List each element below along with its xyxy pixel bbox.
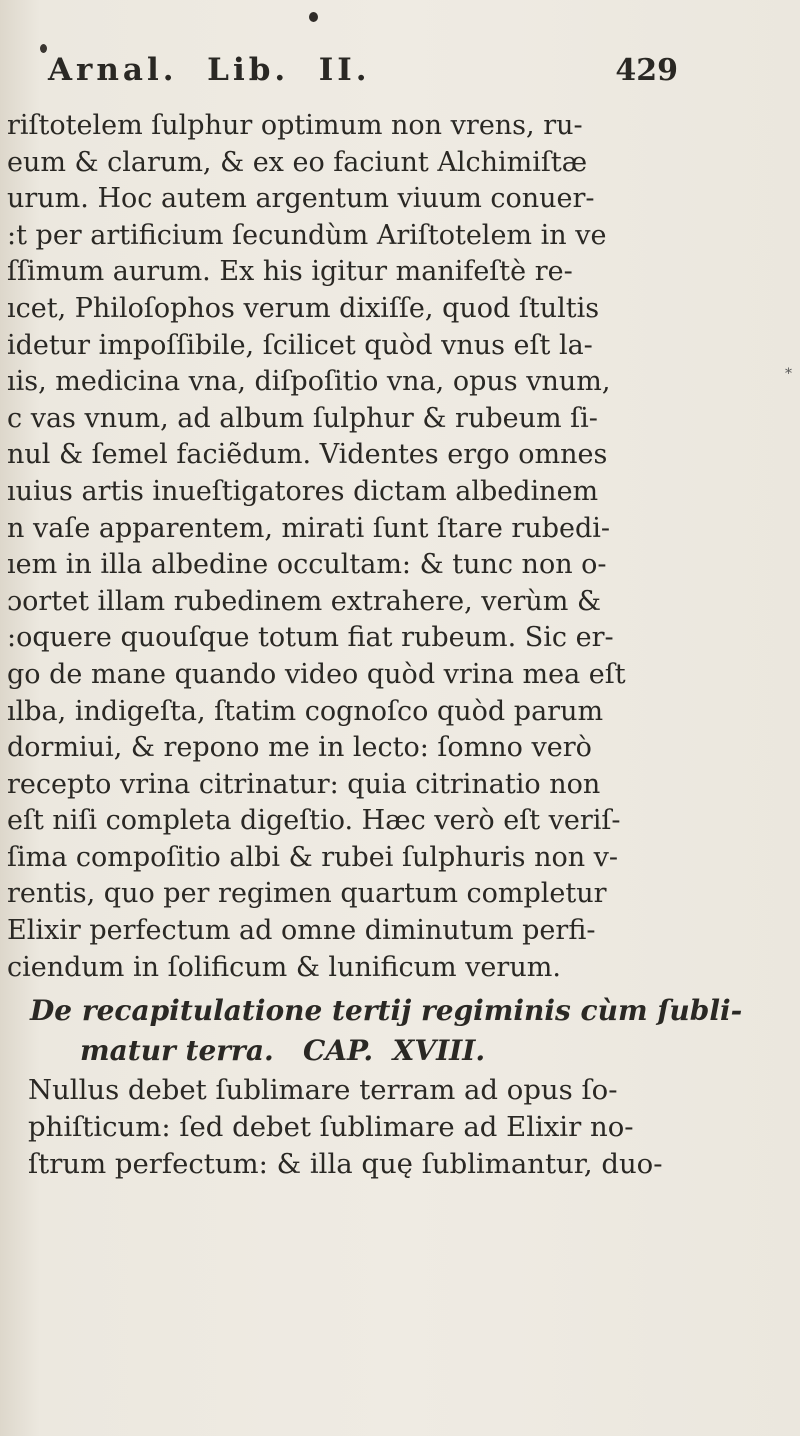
text-line: ıcet, Philoſophos verum dixiſſe, quod ſtultis bbox=[7, 292, 600, 324]
text-line: dormiui, & repono me in lecto: ſomno verò bbox=[7, 732, 592, 764]
text-line: rentis, quo per regimen quartum completur bbox=[7, 878, 607, 910]
text-line: ıuius artis inueſtigatores dictam albedinem bbox=[7, 475, 599, 507]
text-line: phiſticum: ſed debet ſublimare ad Elixir no- bbox=[28, 1111, 634, 1143]
running-head: Arnal. Lib. II. bbox=[48, 52, 371, 88]
margin-mark: * bbox=[785, 366, 792, 382]
chapter-text bbox=[28, 1072, 794, 1183]
text-line: ciendum in ſolificum & lunificum verum. bbox=[7, 951, 561, 983]
chapter-heading-line: matur terra. CAP. XVIII. bbox=[80, 1034, 486, 1067]
text-line: urum. Hoc autem argentum viuum conuer- bbox=[7, 183, 595, 215]
text-line: ſſimum aurum. Ex his igitur manifeſtè re- bbox=[7, 256, 573, 288]
text-line: idetur impoſſibile, ſcilicet quòd vnus eſt la- bbox=[7, 329, 593, 361]
text-line: n vaſe apparentem, mirati ſunt ſtare rubedi- bbox=[7, 512, 611, 544]
text-line: ɔortet illam rubedinem extrahere, verùm & bbox=[7, 585, 601, 617]
page-number: 429 bbox=[615, 53, 678, 88]
body-text bbox=[7, 108, 793, 986]
ink-spot bbox=[309, 12, 318, 22]
text-line: :oquere quouſque totum fiat rubeum. Sic er- bbox=[7, 622, 614, 654]
text-line: c vas vnum, ad album ſulphur & rubeum ſi- bbox=[7, 402, 598, 434]
text-line: Nullus debet ſublimare terram ad opus ſo- bbox=[28, 1074, 618, 1106]
page-header bbox=[48, 52, 678, 96]
text-line: ıis, medicina vna, diſpoſitio vna, opus vnum, bbox=[7, 366, 611, 398]
text-line: eum & clarum, & ex eo faciunt Alchimiſtæ bbox=[7, 146, 588, 178]
text-line: go de mane quando video quòd vrina mea eſt bbox=[7, 658, 626, 690]
text-line: ſtrum perfectum: & illa quę ſublimantur, duo- bbox=[28, 1148, 663, 1180]
text-line: :t per artificium ſecundùm Ariſtotelem in ve bbox=[7, 219, 607, 251]
chapter-heading-line: De recapitulatione tertij regiminis cùm ſubli- bbox=[30, 994, 743, 1027]
text-line: nul & ſemel faciẽdum. Videntes ergo omnes bbox=[7, 439, 608, 471]
ink-spot bbox=[40, 44, 47, 53]
text-line: recepto vrina citrinatur: quia citrinatio non bbox=[7, 768, 601, 800]
chapter-heading bbox=[30, 991, 790, 1071]
text-line: ıem in illa albedine occultam: & tunc non o- bbox=[7, 549, 607, 581]
text-line: eſt niſi completa digeſtio. Hæc verò eſt veriſ- bbox=[7, 805, 621, 837]
text-line: ılba, indigeſta, ſtatim cognoſco quòd parum bbox=[7, 695, 604, 727]
text-line: ſima compoſitio albi & rubei ſulphuris non v- bbox=[7, 841, 619, 873]
text-line: Elixir perfectum ad omne diminutum perfi- bbox=[7, 915, 596, 947]
text-line: riſtotelem ſulphur optimum non vrens, ru- bbox=[7, 110, 583, 141]
